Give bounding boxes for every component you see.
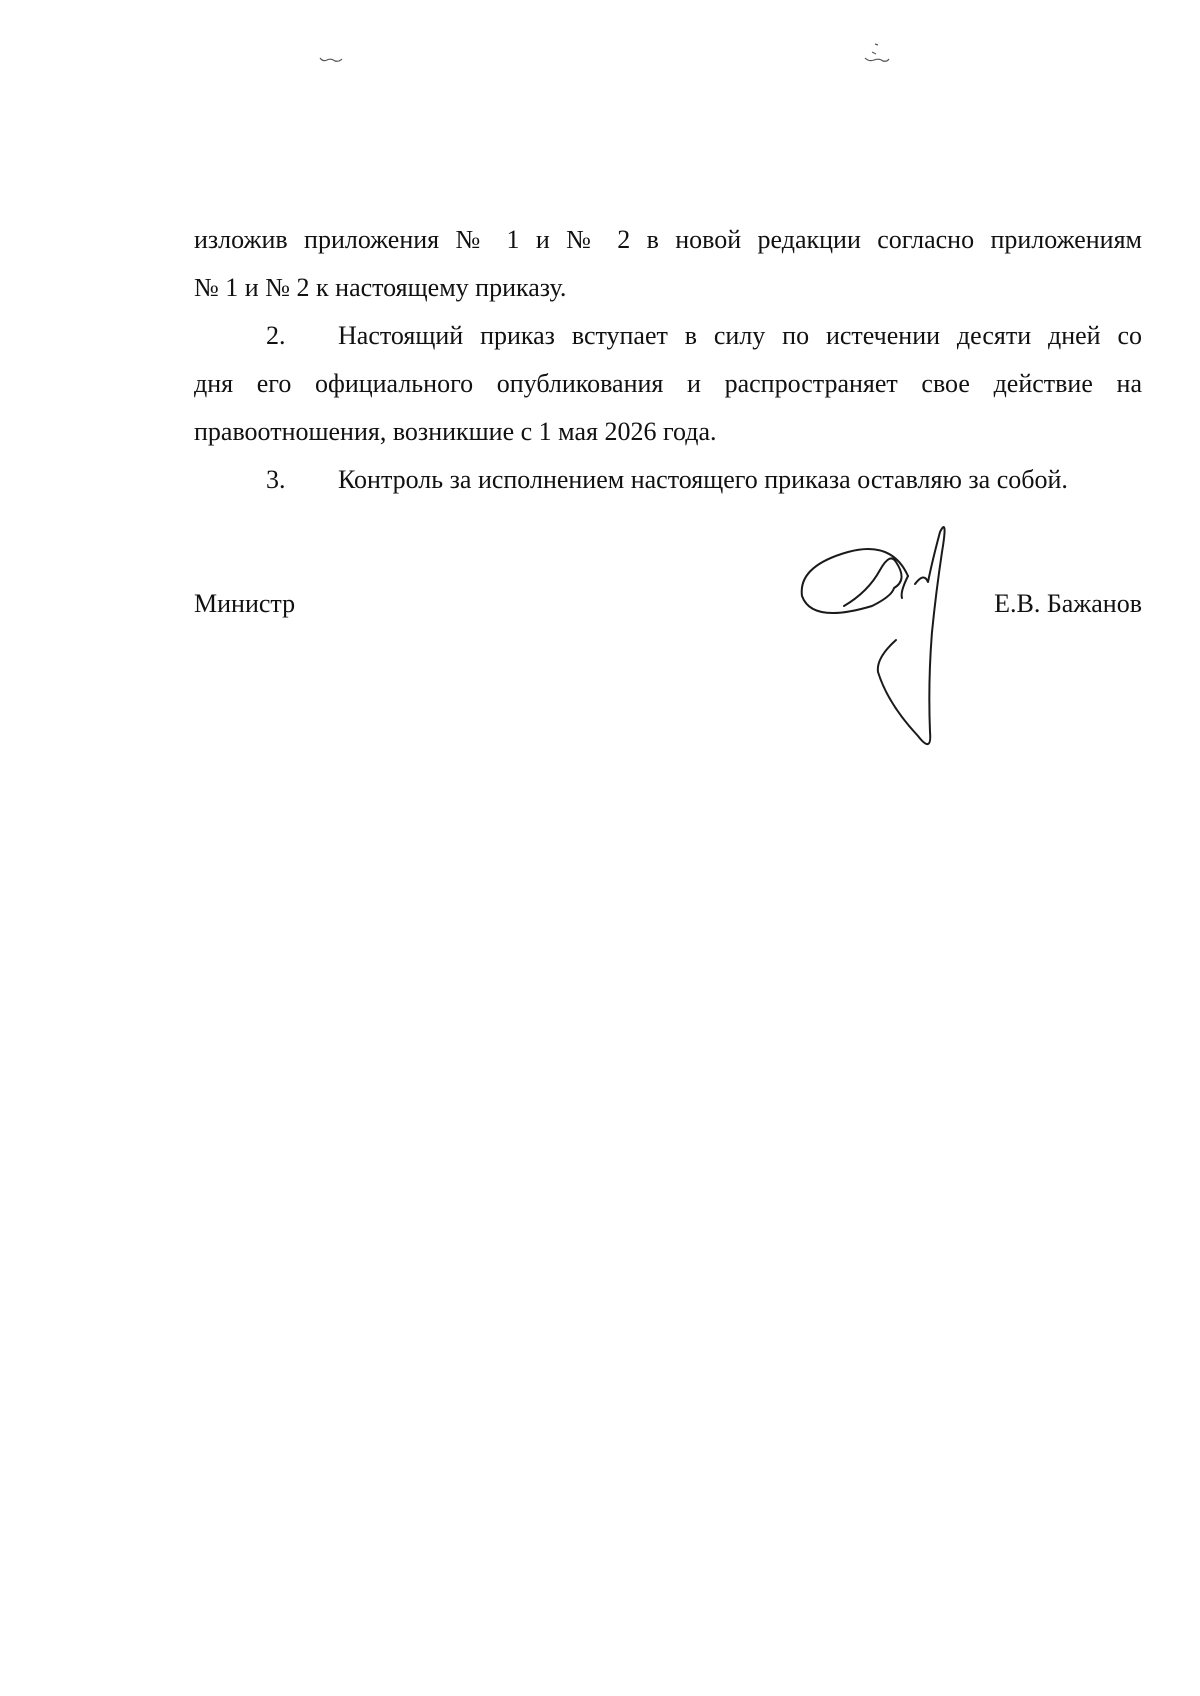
item-2-paragraph [194,312,1142,456]
item-2-line-2: дня его официального опубликования и распространяет свое действие на [194,369,1142,398]
item-2-line-1 [194,312,1142,360]
item-2-number: 2. [266,321,286,350]
continuation-line-2: № 1 и № 2 к настоящему приказу. [194,273,567,302]
item-2-line-1-text: Настоящий приказ вступает в силу по истечении десяти дней со [338,321,1142,350]
item-3-number: 3. [266,465,286,494]
continuation-paragraph [194,216,1142,312]
continuation-line-1: изложив приложения № 1 и № 2 в новой редакции согласно приложениям [194,225,1142,254]
item-3-text: Контроль за исполнением настоящего приказа оставляю за собой. [338,465,1068,494]
signer-position-title: Министр [194,589,296,618]
signer-name: Е.В. Бажанов [994,589,1142,618]
scan-artifact-mark-left [318,54,344,64]
item-2-line-3: правоотношения, возникшие с 1 мая 2026 года. [194,417,717,446]
item-3-paragraph [194,456,1142,504]
handwritten-signature-icon [790,522,980,754]
signature-block [194,580,1142,628]
scan-artifact-mark-right [863,42,891,64]
